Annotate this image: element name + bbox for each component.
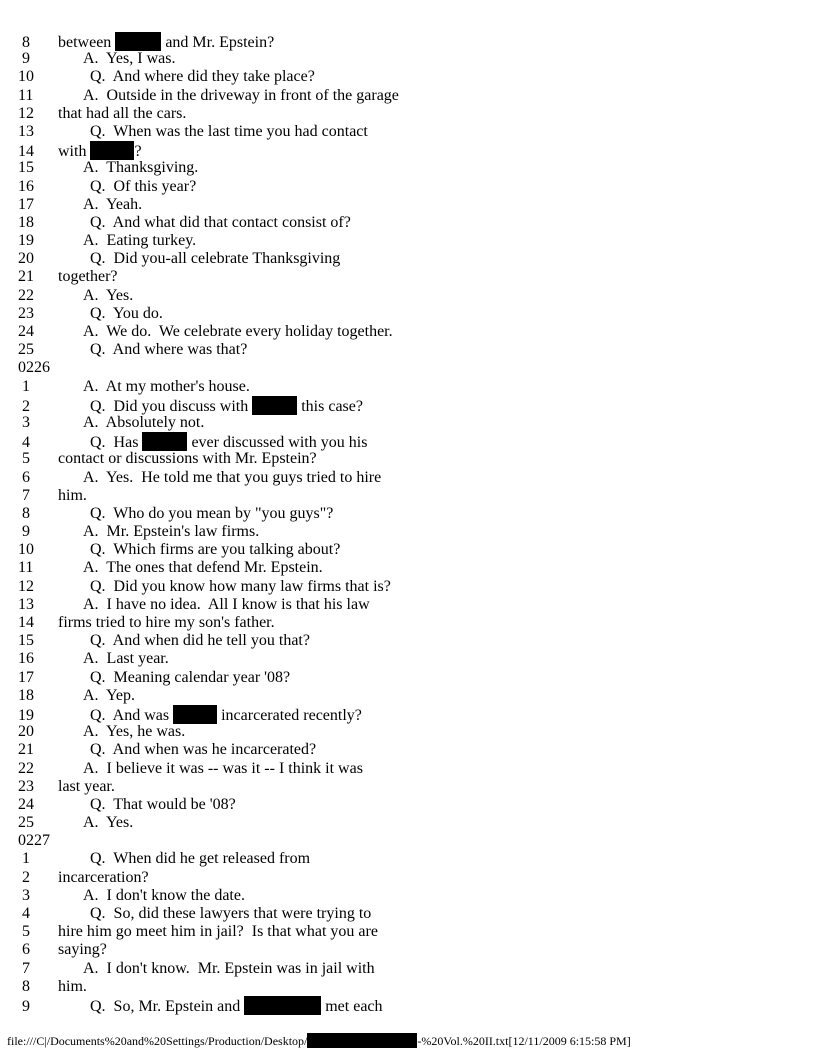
redaction-box [173,705,217,724]
line-text: Q. So, Mr. Epstein and met each [90,997,383,1015]
transcript-line [18,541,816,559]
line-text: A. Yep. [83,686,136,704]
line-text: A. I have no idea. All I know is that his law [83,595,370,613]
transcript-line [18,196,816,214]
line-number: 22 [18,286,34,304]
line-text: together? [58,268,118,286]
line-number: 2 [18,397,30,415]
line-number: 15 [18,159,34,177]
line-text: A. We do. We celebrate every holiday together. [83,323,393,340]
transcript-line [18,650,816,668]
line-number: 1 [18,377,30,395]
transcript-line [18,905,816,923]
line-text: Q. And where did they take place? [90,68,315,86]
line-text: Q. You do. [90,304,163,322]
transcript-line [18,850,816,868]
line-text: A. Thanksgiving. [83,159,199,177]
redaction-box [244,996,321,1015]
transcript-line [18,814,816,832]
line-text: firms tried to hire my son's father. [58,614,275,631]
line-number: 9 [18,50,30,68]
transcript-line [18,159,816,177]
line-text: Q. Who do you mean by "you guys"? [90,504,334,522]
transcript-line [18,923,816,941]
line-text: Q. Of this year? [90,177,197,195]
transcript-line [18,323,816,341]
line-text: Q. So, did these lawyers that were trying to [90,905,372,922]
line-text: A. Yeah. [83,195,143,213]
line-text: Q. Which firms are you talking about? [90,541,341,559]
line-number: 5 [18,923,30,941]
line-number: 15 [18,632,34,650]
line-number: 14 [18,614,34,631]
line-number: 25 [18,814,34,832]
transcript-line [18,214,816,232]
transcript-line [18,869,816,887]
line-text: A. The ones that defend Mr. Epstein. [83,559,323,577]
line-number: 13 [18,595,34,613]
line-number: 8 [18,977,30,995]
line-text: Q. When was the last time you had contact [90,122,368,140]
transcript-line [18,505,816,523]
line-text: A. At my mother's house. [83,377,250,395]
line-number: 10 [18,541,34,559]
line-text: A. Last year. [83,650,169,668]
transcript-line [18,141,816,159]
line-text: between and Mr. Epstein? [58,34,275,51]
line-number: 19 [18,232,34,250]
line-number: 4 [18,434,30,452]
transcript-line [18,723,816,741]
transcript-line [18,250,816,268]
transcript-line [18,578,816,596]
line-number: 21 [18,268,34,286]
line-number: 13 [18,122,34,140]
transcript-line [18,741,816,759]
redaction-box [142,432,187,451]
line-text: A. I believe it was -- was it -- I think it was [83,759,363,777]
transcript-line [18,614,816,632]
line-text: A. I don't know. Mr. Epstein was in jail with [83,959,375,977]
line-number: 7 [18,486,30,504]
line-text: A. Absolutely not. [83,413,205,431]
line-text: him. [58,486,87,504]
line-number: 23 [18,777,34,795]
line-text: last year. [58,777,115,795]
line-number: 3 [18,413,30,431]
line-number: 22 [18,759,34,777]
redaction-box [307,1033,417,1048]
transcript-line [18,978,816,996]
line-text: A. I don't know the date. [83,886,245,904]
line-number: 20 [18,250,34,268]
transcript-line [18,305,816,323]
line-text: with ? [58,143,142,161]
line-number: 7 [18,959,30,977]
line-text: Q. That would be '08? [90,795,236,813]
line-number: 25 [18,341,34,359]
line-number: 11 [18,559,34,577]
transcript-line [18,87,816,105]
transcript-line [18,705,816,723]
line-number: 4 [18,905,30,922]
line-number: 21 [18,741,34,759]
transcript-line [18,760,816,778]
line-number: 2 [18,868,30,886]
transcript-line [18,32,816,50]
line-number: 11 [18,86,34,104]
transcript-line [18,432,816,450]
transcript-line [18,887,816,905]
transcript-line [18,796,816,814]
transcript-line [18,268,816,286]
line-number: 1 [18,850,30,868]
transcript-line [18,396,816,414]
transcript-line [18,68,816,86]
line-number: 5 [18,450,30,468]
line-number: 14 [18,143,34,161]
transcript-line [18,960,816,978]
line-text: Q. Did you know how many law firms that is? [90,577,391,595]
line-number: 24 [18,795,34,813]
transcript-line [18,287,816,305]
redaction-box [115,32,161,51]
line-number: 23 [18,304,34,322]
line-number: 20 [18,723,34,741]
page-number-line [18,359,816,377]
transcript-line [18,178,816,196]
line-number: 17 [18,195,34,213]
line-number: 0227 [18,832,50,850]
redaction-box [90,141,134,160]
line-text: A. Eating turkey. [83,232,197,250]
transcript-line [18,596,816,614]
line-text: A. Mr. Epstein's law firms. [83,523,260,541]
line-number: 16 [18,177,34,195]
transcript-line [18,378,816,396]
line-text: Q. And when did he tell you that? [90,632,310,650]
transcript-line [18,778,816,796]
transcript-line [18,669,816,687]
file-path-footer: file:///C|/Documents%20and%20Settings/Production/Desktop/ -%20Vol.%20II.txt[12/11/2009 6:15:58 PM] [7,1034,631,1048]
line-text: Q. And was incarcerated recently? [90,706,362,724]
line-number: 3 [18,886,30,904]
transcript-line [18,687,816,705]
transcript-line [18,523,816,541]
transcript-line [18,105,816,123]
redaction-box [252,396,297,415]
transcript-line [18,232,816,250]
line-text: that had all the cars. [58,104,187,122]
line-text: Q. When did he get released from [90,850,311,868]
line-number: 17 [18,668,34,686]
transcript-line [18,487,816,505]
transcript [18,32,816,1014]
line-number: 18 [18,213,34,231]
transcript-line [18,996,816,1014]
line-text: Q. Did you-all celebrate Thanksgiving [90,250,341,268]
line-text: Q. And when was he incarcerated? [90,741,317,759]
line-text: hire him go meet him in jail? Is that what you are [58,923,378,941]
line-number: 24 [18,323,34,340]
line-text: A. Yes, I was. [83,50,176,68]
line-text: A. Yes. [83,814,134,832]
line-number: 8 [18,504,30,522]
line-number: 6 [18,941,30,959]
line-number: 6 [18,468,30,486]
line-number: 9 [18,997,30,1015]
transcript-line [18,450,816,468]
transcript-line [18,50,816,68]
line-text: Q. Meaning calendar year '08? [90,668,291,686]
transcript-line [18,559,816,577]
transcript-line [18,469,816,487]
line-number: 12 [18,577,34,595]
line-text: Q. Has ever discussed with you his [90,434,368,452]
line-number: 19 [18,706,34,724]
transcript-line [18,341,816,359]
line-number: 10 [18,68,34,86]
line-text: A. Yes. [83,286,134,304]
line-text: contact or discussions with Mr. Epstein? [58,450,317,468]
line-number: 18 [18,686,34,704]
page-number-line [18,832,816,850]
transcript-line [18,941,816,959]
line-text: him. [58,977,87,995]
transcript-line [18,123,816,141]
line-text: Q. And what did that contact consist of? [90,213,351,231]
line-number: 8 [18,34,30,51]
line-text: Q. And where was that? [90,341,248,359]
transcript-line [18,632,816,650]
line-text: Q. Did you discuss with this case? [90,397,363,415]
line-number: 0226 [18,359,50,377]
line-text: A. Outside in the driveway in front of the garage [83,86,399,104]
transcript-line [18,414,816,432]
line-number: 12 [18,104,34,122]
line-text: saying? [58,941,107,959]
line-number: 16 [18,650,34,668]
line-text: A. Yes, he was. [83,723,186,741]
line-number: 9 [18,523,30,541]
line-text: A. Yes. He told me that you guys tried to hire [83,468,382,486]
line-text: incarceration? [58,868,149,886]
